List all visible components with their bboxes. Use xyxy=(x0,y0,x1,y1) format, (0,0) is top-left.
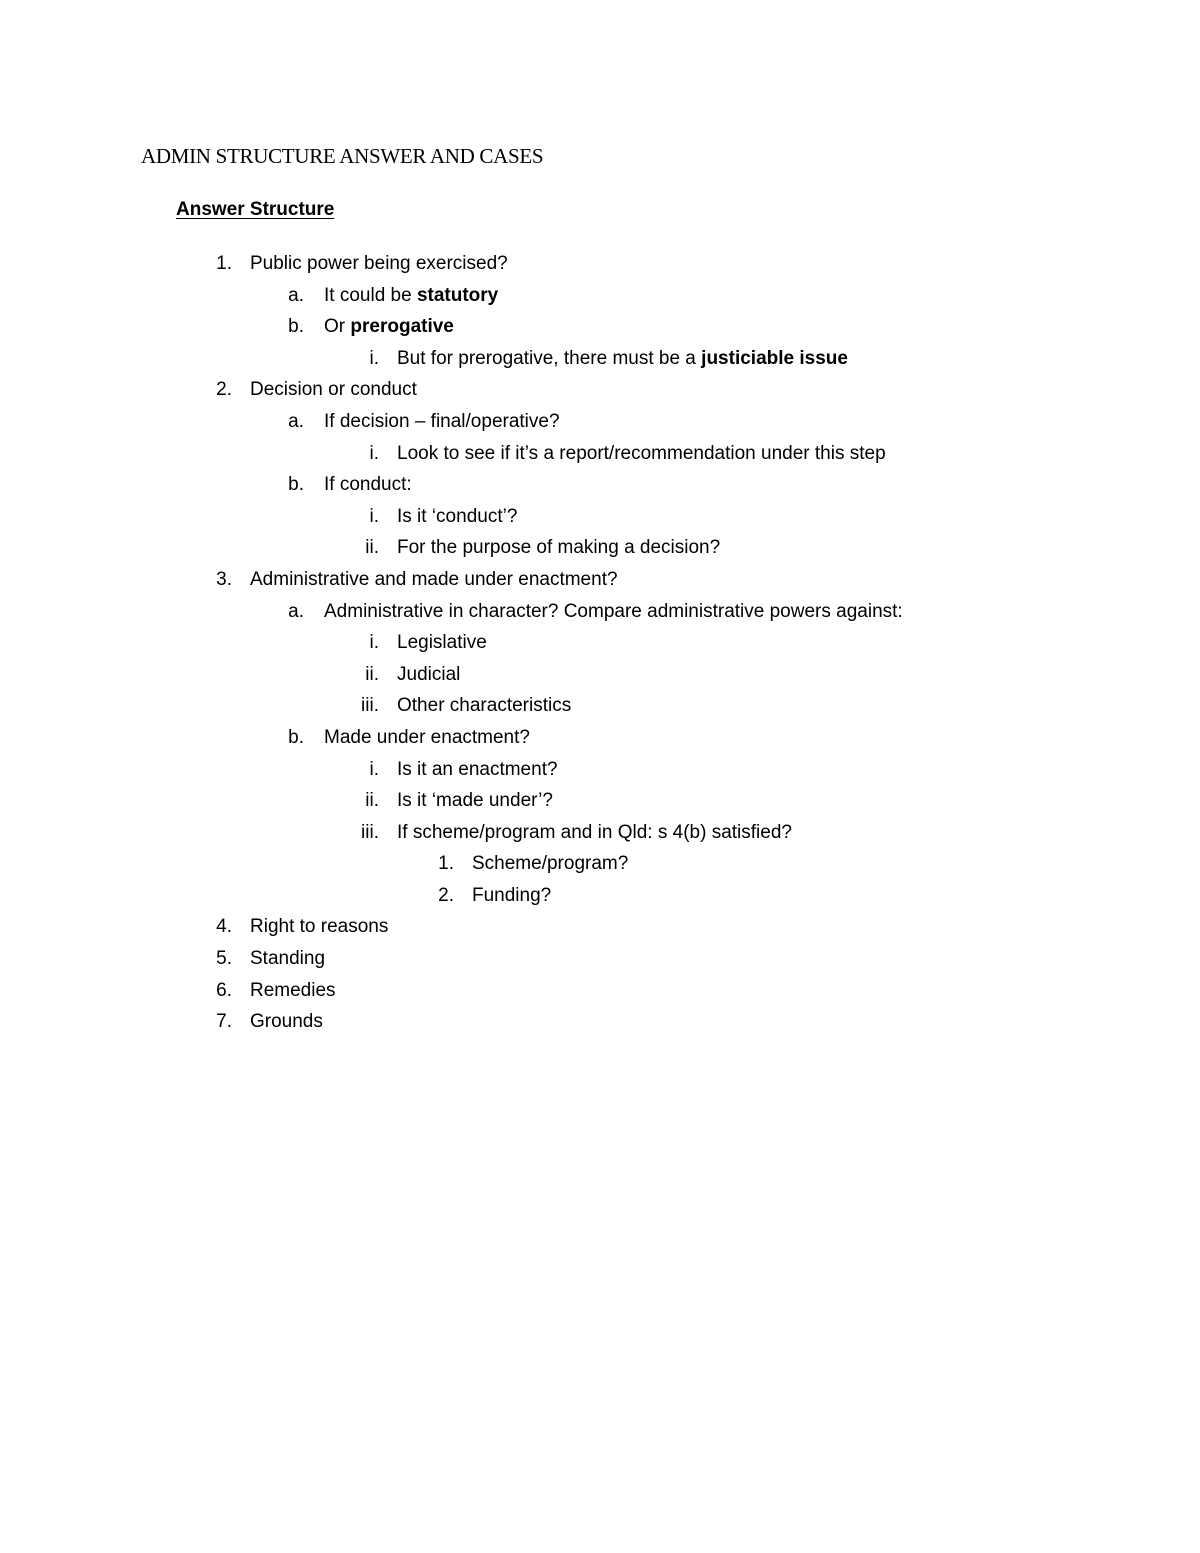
outline-item-segment: Public power being exercised? xyxy=(250,253,508,274)
outline-item-segment: Scheme/program? xyxy=(472,853,629,875)
outline-item-level-1 xyxy=(0,975,1200,1007)
outline-item-marker: 5. xyxy=(216,948,232,970)
outline-item-level-3 xyxy=(0,627,1200,659)
outline-item-text xyxy=(250,564,618,596)
outline-item-marker: b. xyxy=(288,726,304,748)
outline-item-text xyxy=(324,280,498,312)
outline-item-marker: a. xyxy=(288,284,304,306)
outline-item-marker: 2. xyxy=(438,884,454,906)
outline-item-text xyxy=(397,532,720,564)
outline-item-level-2 xyxy=(0,311,1200,343)
outline-item-marker: i. xyxy=(369,632,379,654)
outline-item-marker: ii. xyxy=(365,537,379,559)
outline-item-segment: If scheme/program and in Qld: s 4(b) satisfied? xyxy=(397,821,792,843)
outline-item-text xyxy=(324,722,530,754)
outline-item-level-2 xyxy=(0,280,1200,312)
outline-item-segment: Administrative in character? Compare administrative powers against: xyxy=(324,600,903,622)
outline-item-text xyxy=(250,248,508,280)
outline-item-segment: Made under enactment? xyxy=(324,726,530,748)
outline-item-text xyxy=(397,659,460,691)
outline-item-text xyxy=(324,596,903,628)
outline-item-level-3 xyxy=(0,343,1200,375)
outline-item-marker: ii. xyxy=(365,663,379,685)
outline-item-marker: 2. xyxy=(216,379,232,401)
outline-item-segment: Look to see if it’s a report/recommendation under this step xyxy=(397,442,886,464)
outline-item-segment: It could be xyxy=(324,284,417,306)
outline-item-level-2 xyxy=(0,596,1200,628)
outline-item-level-4 xyxy=(0,880,1200,912)
outline-item-text xyxy=(250,1006,323,1038)
outline-item-marker: 7. xyxy=(216,1011,232,1033)
outline-item-level-3 xyxy=(0,438,1200,470)
outline-item-segment: Legislative xyxy=(397,632,487,654)
outline-item-text xyxy=(397,627,487,659)
outline-item-segment: Funding? xyxy=(472,884,552,906)
outline-item-marker: i. xyxy=(369,442,379,464)
outline-item-level-3 xyxy=(0,785,1200,817)
outline-item-level-3 xyxy=(0,817,1200,849)
outline-item-marker: b. xyxy=(288,474,304,496)
section-heading: Answer Structure xyxy=(176,199,335,220)
outline-item-marker: i. xyxy=(369,505,379,527)
outline-item-level-1 xyxy=(0,374,1200,406)
outline-item-level-2 xyxy=(0,722,1200,754)
outline-item-text xyxy=(472,848,628,880)
outline-item-marker: iii. xyxy=(361,821,379,843)
outline-item-level-2 xyxy=(0,469,1200,501)
outline-item-segment: If conduct: xyxy=(324,474,412,496)
outline-item-marker: i. xyxy=(369,758,379,780)
outline-item-level-1 xyxy=(0,248,1200,280)
outline-item-text xyxy=(397,690,571,722)
outline-item-marker: 1. xyxy=(216,253,232,274)
outline-item-level-3 xyxy=(0,532,1200,564)
outline-item-emphasis: prerogative xyxy=(350,316,454,338)
outline-item-segment: Is it an enactment? xyxy=(397,758,558,780)
outline-item-text xyxy=(250,911,388,943)
outline-item-marker: a. xyxy=(288,600,304,622)
outline-item-level-3 xyxy=(0,501,1200,533)
outline-item-marker: 1. xyxy=(438,853,454,875)
outline-item-emphasis: justiciable issue xyxy=(701,347,848,369)
outline-item-level-4 xyxy=(0,848,1200,880)
outline-item-segment: For the purpose of making a decision? xyxy=(397,537,721,559)
outline-item-marker: a. xyxy=(288,410,304,432)
outline-item-text xyxy=(397,785,553,817)
outline-item-marker: 3. xyxy=(216,568,232,590)
outline-item-segment: Remedies xyxy=(250,979,336,1001)
outline-item-level-3 xyxy=(0,659,1200,691)
outline-item-segment: But for prerogative, there must be a xyxy=(397,347,702,369)
outline-item-level-1 xyxy=(0,943,1200,975)
outline-item-text xyxy=(472,880,551,912)
outline-item-marker: ii. xyxy=(365,790,379,812)
outline-item-segment: Judicial xyxy=(397,663,461,685)
outline-item-segment: Other characteristics xyxy=(397,695,572,717)
outline-item-level-3 xyxy=(0,690,1200,722)
outline-item-segment: Grounds xyxy=(250,1011,323,1033)
outline-item-level-3 xyxy=(0,754,1200,786)
outline-item-marker: i. xyxy=(369,347,379,369)
outline-item-segment: Right to reasons xyxy=(250,916,389,938)
outline-item-text xyxy=(324,406,560,438)
outline-item-segment: If decision – final/operative? xyxy=(324,410,560,432)
outline-item-text xyxy=(397,817,792,849)
outline-item-marker: b. xyxy=(288,316,304,338)
outline-item-level-1 xyxy=(0,911,1200,943)
outline-item-text xyxy=(324,469,412,501)
outline-item-text xyxy=(397,343,848,375)
document-title: ADMIN STRUCTURE ANSWER AND CASES xyxy=(141,144,544,168)
outline-item-text xyxy=(250,975,336,1007)
outline-item-segment: Or xyxy=(324,316,351,338)
outline-item-level-1 xyxy=(0,564,1200,596)
outline-item-segment: Administrative and made under enactment? xyxy=(250,568,618,590)
outline-item-level-1 xyxy=(0,1006,1200,1038)
outline-item-marker: 6. xyxy=(216,979,232,1001)
outline-item-segment: Is it ‘conduct’? xyxy=(397,505,518,527)
outline-item-level-2 xyxy=(0,406,1200,438)
outline-item-segment: Standing xyxy=(250,948,326,970)
outline-item-segment: Decision or conduct xyxy=(250,379,417,401)
outline-item-text xyxy=(397,754,558,786)
outline-item-text xyxy=(250,374,417,406)
outline-item-text xyxy=(397,501,517,533)
outline-item-segment: Is it ‘made under’? xyxy=(397,790,553,812)
outline-item-marker: 4. xyxy=(216,916,232,938)
outline-item-text xyxy=(324,311,454,343)
answer-structure-outline xyxy=(0,248,1200,1038)
outline-item-emphasis: statutory xyxy=(416,284,499,306)
outline-item-text xyxy=(250,943,325,975)
outline-item-marker: iii. xyxy=(361,695,379,717)
outline-item-text xyxy=(397,438,886,470)
